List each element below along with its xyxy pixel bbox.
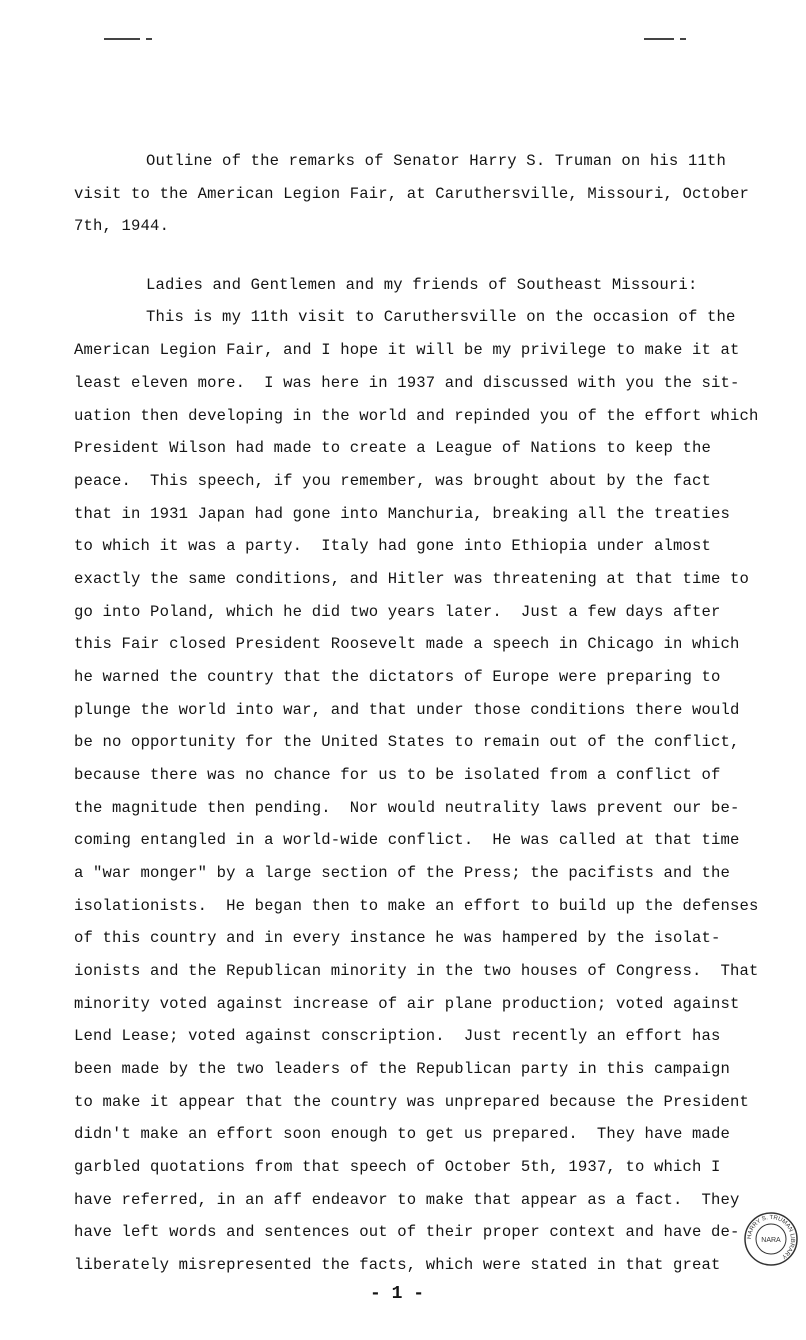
body-line: a "war monger" by a large section of the Press; the pacifists and the: [74, 864, 731, 882]
stamp-ring-text: HARRY S. TRUMAN LIBRARY: [746, 1214, 796, 1260]
body-line: to make it appear that the country was unprepared because the President: [74, 1093, 750, 1111]
margin-mark: [680, 38, 686, 40]
heading-line: 7th, 1944.: [74, 217, 170, 235]
body-line: President Wilson had made to create a League of Nations to keep the: [74, 439, 712, 457]
body-line: garbled quotations from that speech of October 5th, 1937, to which I: [74, 1158, 721, 1176]
salutation: Ladies and Gentlemen and my friends of Southeast Missouri:: [146, 276, 698, 294]
body-line: least eleven more. I was here in 1937 and discussed with you the sit-: [74, 374, 740, 392]
body-line: have referred, in an aff endeavor to make that appear as a fact. They: [74, 1191, 740, 1209]
body-line: This is my 11th visit to Caruthersville on the occasion of the: [146, 308, 736, 326]
body-line: peace. This speech, if you remember, was brought about by the fact: [74, 472, 712, 490]
heading-line: visit to the American Legion Fair, at Caruthersville, Missouri, October: [74, 185, 750, 203]
margin-mark: [146, 38, 152, 40]
body-line: of this country and in every instance he was hampered by the isolat-: [74, 929, 721, 947]
body-line: exactly the same conditions, and Hitler was threatening at that time to: [74, 570, 750, 588]
body-line: that in 1931 Japan had gone into Manchuria, breaking all the treaties: [74, 505, 731, 523]
body-line: uation then developing in the world and repinded you of the effort which: [74, 407, 759, 425]
body-line: liberately misrepresented the facts, which were stated in that great: [74, 1256, 721, 1274]
body-line: ionists and the Republican minority in the two houses of Congress. That: [74, 962, 759, 980]
body-line: to which it was a party. Italy had gone into Ethiopia under almost: [74, 537, 712, 555]
page-number: - 1 -: [370, 1284, 425, 1304]
body-line: have left words and sentences out of their proper context and have de-: [74, 1223, 740, 1241]
body-line: coming entangled in a world-wide conflict. He was called at that time: [74, 831, 740, 849]
body-line: been made by the two leaders of the Republican party in this campaign: [74, 1060, 731, 1078]
body-line: isolationists. He began then to make an effort to build up the defenses: [74, 897, 759, 915]
body-line: be no opportunity for the United States to remain out of the conflict,: [74, 733, 740, 751]
margin-mark: [644, 38, 674, 40]
body-line: because there was no chance for us to be isolated from a conflict of: [74, 766, 721, 784]
body-line: minority voted against increase of air plane production; voted against: [74, 995, 740, 1013]
body-line: this Fair closed President Roosevelt made a speech in Chicago in which: [74, 635, 740, 653]
body-line: the magnitude then pending. Nor would neutrality laws prevent our be-: [74, 799, 740, 817]
library-stamp-icon: [742, 1210, 800, 1268]
heading-line: Outline of the remarks of Senator Harry S. Truman on his 11th: [146, 152, 726, 170]
margin-mark: [104, 38, 140, 40]
body-line: didn't make an effort soon enough to get us prepared. They have made: [74, 1125, 731, 1143]
body-line: plunge the world into war, and that under those conditions there would: [74, 701, 740, 719]
stamp-center-text: NARA: [761, 1237, 781, 1244]
body-line: Lend Lease; voted against conscription. Just recently an effort has: [74, 1027, 721, 1045]
body-line: he warned the country that the dictators of Europe were preparing to: [74, 668, 721, 686]
body-line: American Legion Fair, and I hope it will be my privilege to make it at: [74, 341, 740, 359]
body-line: go into Poland, which he did two years later. Just a few days after: [74, 603, 721, 621]
